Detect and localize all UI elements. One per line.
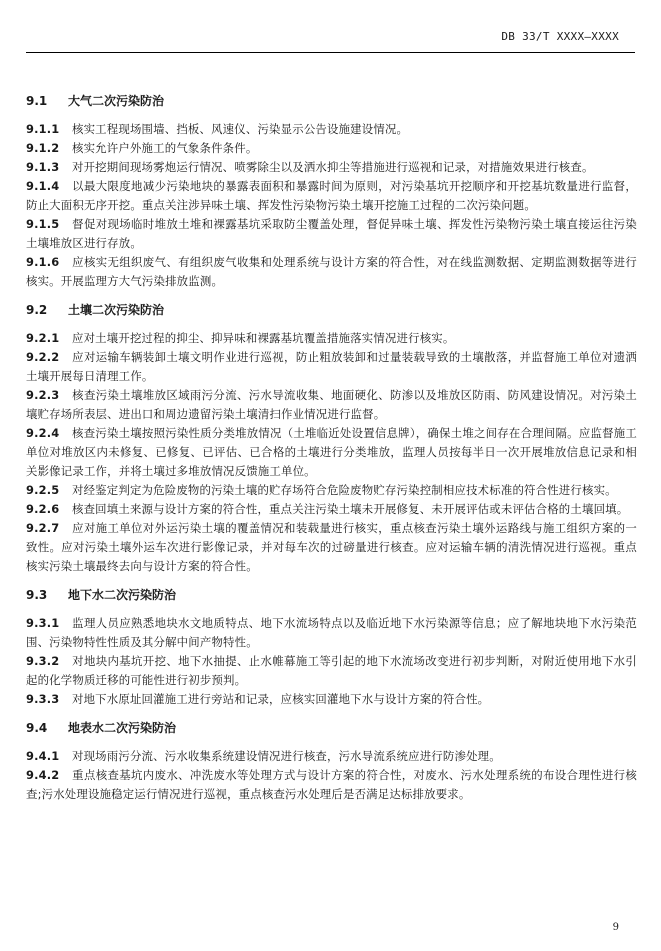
clause-9-2-5 [26,481,637,500]
clause-number: 9.1.1 [26,122,60,136]
section-number: 9.1 [26,94,48,108]
clause-9-1-3 [26,158,637,177]
clause-number: 9.1.5 [26,217,60,231]
clause-number: 9.1.4 [26,179,60,193]
section-title [26,719,637,737]
clause-text: 对现场雨污分流、污水收集系统建设情况进行核查，污水导流系统应进行防渗处理。 [72,749,501,763]
section-title [26,301,637,319]
clause-number: 9.2.1 [26,331,60,345]
section-title [26,586,637,604]
clause-9-2-2 [26,348,637,386]
section-heading-text: 地下水二次污染防治 [68,588,177,602]
clause-number: 9.3.3 [26,692,60,706]
clause-text: 应对运输车辆装卸土壤文明作业进行巡视，防止粗放装卸和过量装载导致的土壤散落，并监督施工单位对遗洒土壤开展每日清理工作。 [26,350,637,383]
clause-9-2-4 [26,424,637,481]
clause-9-1-2 [26,139,637,158]
clause-number: 9.3.1 [26,616,60,630]
clause-text: 督促对现场临时堆放土堆和裸露基坑采取防尘覆盖处理，督促异味土壤、挥发性污染物污染土壤直接运往污染土壤堆放区进行存放。 [26,217,637,250]
section-9-4 [26,719,637,804]
section-heading-text: 大气二次污染防治 [68,94,165,108]
clause-9-1-1 [26,120,637,139]
clause-9-1-6 [26,253,637,291]
section-number: 9.2 [26,303,48,317]
clause-text: 重点核查基坑内废水、冲洗废水等处理方式与设计方案的符合性，对废水、污水处理系统的布设合理性进行核查;污水处理设施稳定运行情况进行巡视，重点核查污水处理后是否满足达标排放要求。 [26,768,637,801]
clause-9-2-3 [26,386,637,424]
clause-number: 9.2.7 [26,521,60,535]
section-number: 9.4 [26,721,48,735]
clause-number: 9.1.2 [26,141,60,155]
section-9-2 [26,301,637,576]
clause-text: 对地块内基坑开挖、地下水抽提、止水帷幕施工等引起的地下水流场改变进行初步判断，对附近使用地下水引起的化学物质迁移的可能性进行初步预判。 [26,654,637,687]
section-heading-text: 地表水二次污染防治 [68,721,177,735]
clause-number: 9.1.3 [26,160,60,174]
clause-text: 监理人员应熟悉地块水文地质特点、地下水流场特点以及临近地下水污染源等信息；应了解地块地下水污染范围、污染物特性性质及其分解中间产物特性。 [26,616,637,649]
section-heading-text: 土壤二次污染防治 [68,303,165,317]
clause-text: 核查回填土来源与设计方案的符合性，重点关注污染土壤未开展修复、未开展评估或未评估合格的土壤回填。 [72,502,629,516]
document-code: DB 33/T XXXX—XXXX [501,30,619,43]
clause-text: 核实允许户外施工的气象条件条件。 [72,141,258,155]
clause-9-3-2 [26,652,637,690]
clause-9-3-3 [26,690,637,709]
clause-number: 9.4.1 [26,749,60,763]
clause-9-4-2 [26,766,637,804]
clause-text: 以最大限度地减少污染地块的暴露表面积和暴露时间为原则，对污染基坑开挖顺序和开挖基坑数量进行监督，防止大面积无序开挖。重点关注涉异味土壤、挥发性污染物污染土壤开挖施工过程的二次污染问题。 [26,179,637,212]
clause-number: 9.1.6 [26,255,60,269]
clause-number: 9.2.3 [26,388,60,402]
section-title [26,92,637,110]
section-number: 9.3 [26,588,48,602]
clause-9-2-1 [26,329,637,348]
header-rule [26,52,635,53]
clause-9-1-4 [26,177,637,215]
clause-9-1-5 [26,215,637,253]
clause-text: 核实工程现场围墙、挡板、风速仪、污染显示公告设施建设情况。 [72,122,409,136]
clause-text: 对开挖期间现场雾炮运行情况、喷雾除尘以及洒水抑尘等措施进行巡视和记录，对措施效果进行核查。 [72,160,594,174]
clause-number: 9.4.2 [26,768,60,782]
clause-text: 应对施工单位对外运污染土壤的覆盖情况和装载量进行核实，重点核查污染土壤外运路线与施工组织方案的一致性。应对污染土壤外运车次进行影像记录，并对每车次的过磅量进行核查。应对运输车辆的清洗情况进行巡视。重点核实污染土壤最终去向与设计方案的符合性。 [26,521,637,573]
section-9-3 [26,586,637,709]
clause-text: 应核实无组织废气、有组织废气收集和处理系统与设计方案的符合性，对在线监测数据、定期监测数据等进行核实。开展监理方大气污染排放监测。 [26,255,637,288]
clause-text: 对经鉴定判定为危险废物的污染土壤的贮存场符合危险废物贮存污染控制相应技术标准的符合性进行核实。 [72,483,617,497]
clause-text: 对地下水原址回灌施工进行旁站和记录，应核实回灌地下水与设计方案的符合性。 [72,692,490,706]
clause-number: 9.2.2 [26,350,60,364]
clause-9-3-1 [26,614,637,652]
section-9-1 [26,92,637,291]
page-number: 9 [612,922,619,933]
document-body [26,92,637,804]
clause-text: 应对土壤开挖过程的抑尘、抑异味和裸露基坑覆盖措施落实情况进行核实。 [72,331,455,345]
clause-text: 核查污染土壤堆放区域雨污分流、污水导流收集、地面硬化、防渗以及堆放区防雨、防风建设情况。对污染土壤贮存场所表层、进出口和周边遗留污染土壤清扫作业情况进行监督。 [26,388,637,421]
clause-9-4-1 [26,747,637,766]
clause-number: 9.2.6 [26,502,60,516]
clause-number: 9.3.2 [26,654,60,668]
clause-text: 核查污染土壤按照污染性质分类堆放情况（土堆临近处设置信息牌），确保土堆之间存在合理间隔。应监督施工单位对堆放区内未修复、已修复、已评估、已合格的土壤进行分类堆放，监理人员按每半日一次开展堆放信息记录和相关影像记录工作，并将土壤过多堆放情况反馈施工单位。 [26,426,637,478]
clause-number: 9.2.5 [26,483,60,497]
clause-number: 9.2.4 [26,426,60,440]
clause-9-2-6 [26,500,637,519]
clause-9-2-7 [26,519,637,576]
